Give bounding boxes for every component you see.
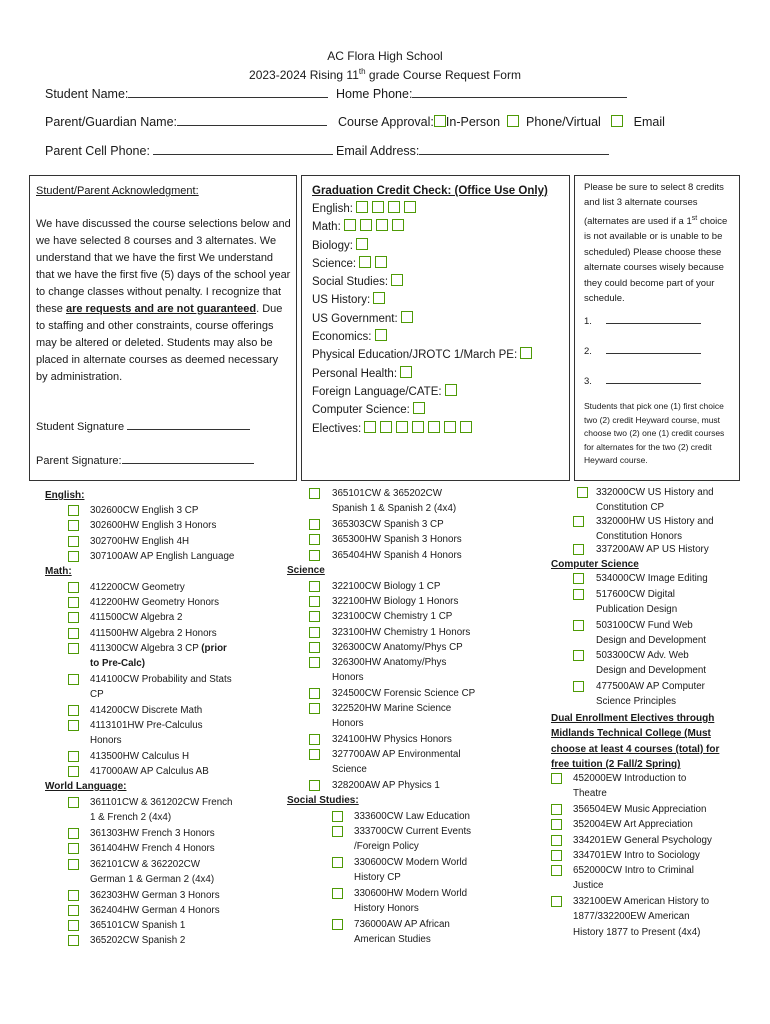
course-item[interactable]: 362404HW German 4 Honors [68,903,220,918]
course-item[interactable]: 332100EW American History to 1877/332200EW American History 1877 to Present (4x4) [551,894,709,940]
credit-checkbox[interactable] [401,311,413,323]
grad-credit-row [312,237,536,255]
course-item[interactable]: 503100CW Fund Web Design and Development [573,618,706,649]
social-studies-heading: Social Studies: [287,795,359,806]
grad-credit-row [312,401,536,419]
course-item[interactable]: 652000CW Intro to Criminal Justice [551,863,694,894]
grad-credit-row [312,273,536,291]
student-signature-field[interactable]: Student Signature [36,419,250,436]
credit-checkbox[interactable] [376,219,388,231]
course-item[interactable]: 334201EW General Psychology [551,833,712,848]
course-item[interactable]: 362303HW German 3 Honors [68,888,220,903]
grad-credit-row [312,346,536,364]
course-item[interactable]: 332000CW US History and Constitution CP [577,485,714,516]
course-item[interactable]: 361303HW French 3 Honors [68,826,215,841]
grad-credit-row [312,291,536,309]
student-name-field[interactable]: Student Name: [45,87,328,101]
grad-credit-label: Foreign Language/CATE: [312,385,442,398]
course-item[interactable]: 534000CW Image Editing [573,571,708,586]
approval-email-checkbox[interactable] [611,115,623,127]
course-item[interactable]: 365202CW Spanish 2 [68,933,185,948]
credit-checkbox[interactable] [396,421,408,433]
grad-credit-row [312,328,536,346]
grad-credit-row [312,255,536,273]
parent-signature-field[interactable]: Parent Signature: [36,453,254,470]
course-item[interactable]: 414100CW Probability and Stats CP [68,672,232,703]
credit-checkbox[interactable] [392,219,404,231]
email-field[interactable]: Email Address: [336,144,609,158]
course-item[interactable]: 307100AW AP English Language [68,549,234,564]
course-item[interactable]: 414200CW Discrete Math [68,703,202,718]
course-item[interactable]: 333600CW Law Education [332,809,470,824]
home-phone-field[interactable]: Home Phone: [336,87,627,101]
course-item[interactable]: 517600CW Digital Publication Design [573,587,677,618]
grad-credit-label: Math: [312,221,341,234]
science-heading: Science [287,565,325,576]
credit-checkbox[interactable] [364,421,376,433]
course-item[interactable]: 337200AW AP US History [573,542,709,557]
credit-checkbox[interactable] [375,256,387,268]
grad-credit-label: US History: [312,294,371,307]
grad-credit-label: English: [312,203,353,215]
grad-credit-label: Personal Health: [312,367,398,380]
heyward-note: Students that pick one (1) first choice two (2) credit Heyward course, must choose two (2) one (1) credit courses for alternates for the two (2) credit Heyward course. [584,401,725,466]
course-item[interactable]: 324500CW Forensic Science CP [309,686,475,701]
course-item[interactable]: 477500AW AP Computer Science Principles [573,679,705,710]
credit-checkbox[interactable] [388,201,400,213]
grad-credit-row [312,218,536,236]
course-item[interactable]: 332000HW US History and Constitution Honors [573,514,714,545]
alternate-3-field[interactable]: 3. [584,374,701,389]
credit-checkbox[interactable] [460,421,472,433]
credit-checkbox[interactable] [380,421,392,433]
credit-checkbox[interactable] [413,402,425,414]
grad-credit-label: Physical Education/JROTC 1/March PE: [312,349,518,362]
course-item[interactable]: 362101CW & 362202CW German 1 & German 2 (4x4) [68,857,214,888]
course-item[interactable]: 324100HW Physics Honors [309,732,452,747]
credit-checkbox[interactable] [359,256,371,268]
grad-credit-label: Biology: [312,239,353,252]
course-item[interactable]: 302700HW English 4H [68,534,189,549]
grad-credit-row [312,365,536,383]
course-approval-field: Course Approval: In-Person Phone/Virtual Email [338,115,665,129]
credit-checkbox[interactable] [372,201,384,213]
dual-enrollment-heading: Dual Enrollment Electives through Midlands Technical College (Must choose at least 4 courses (total) for free tuition (2 Fall/2 Spring) [551,713,720,771]
course-item[interactable]: 327700AW AP Environmental Science [309,747,461,778]
credit-checkbox[interactable] [520,347,532,359]
acknowledgment-text: We have discussed the course selections below and we have selected 8 courses and 3 alternates. We understand that we have the first We understand that we have the first five (5) days of the school year to change classes without penalty. I recognize that these are requests and are not guaranteed. Due to staffing and other constraints, course offerings may be altered or deleted. Students may also be placed in alternate courses as deemed necessary by administration. [36,218,291,383]
course-item[interactable]: 326300CW Anatomy/Phys CP [309,640,463,655]
credit-checkbox[interactable] [445,384,457,396]
course-item[interactable]: 365404HW Spanish 4 Honors [309,548,462,563]
grad-credit-rows [312,200,536,438]
course-item[interactable]: 330600HW Modern World History Honors [332,886,467,917]
grad-credit-label: Electives: [312,422,362,435]
alternates-box [574,175,740,481]
course-item[interactable]: 736000AW AP African American Studies [332,917,450,948]
course-item[interactable]: 411500CW Algebra 2 [68,610,182,625]
credit-checkbox[interactable] [356,201,368,213]
credit-checkbox[interactable] [375,329,387,341]
computer-science-heading: Computer Science [551,559,639,570]
acknowledgment-title: Student/Parent Acknowledgment: [36,185,199,197]
credit-checkbox[interactable] [428,421,440,433]
course-item[interactable]: 323100HW Chemistry 1 Honors [309,625,470,640]
world-language-heading: World Language: [45,781,127,792]
grad-credit-check-box [301,175,570,481]
grad-credit-label: Social Studies: [312,276,389,289]
grad-credit-title: Graduation Credit Check: (Office Use Only) [312,185,548,197]
credit-checkbox[interactable] [444,421,456,433]
course-item[interactable]: 322100HW Biology 1 Honors [309,594,458,609]
grad-credit-label: US Government: [312,312,398,325]
form-title: 2023-2024 Rising 11th grade Course Request Form [249,67,521,82]
course-item[interactable]: 452000EW Introduction to Theatre [551,771,686,802]
course-item[interactable]: 322100CW Biology 1 CP [309,579,440,594]
course-item[interactable]: 323100CW Chemistry 1 CP [309,609,452,624]
alternates-instructions: Please be sure to select 8 credits and list 3 alternate courses (alternates are used if a 1st choice is not available or is unable to be scheduled) Please choose these alternate courses wisely because they could become part of your schedule. [584,182,728,304]
course-item[interactable]: 417000AW AP Calculus AB [68,764,209,779]
course-item[interactable]: 302600CW English 3 CP [68,503,198,518]
credit-checkbox[interactable] [356,238,368,250]
acknowledgment-box [29,175,297,481]
course-item[interactable]: 302600HW English 3 Honors [68,518,216,533]
grad-credit-row [312,383,536,401]
course-item[interactable]: 334701EW Intro to Sociology [551,848,700,863]
course-item[interactable]: 356504EW Music Appreciation [551,802,706,817]
grad-credit-row [312,200,536,218]
credit-checkbox[interactable] [373,292,385,304]
school-name: AC Flora High School [327,49,443,63]
course-item[interactable]: 361404HW French 4 Honors [68,841,215,856]
course-item[interactable]: 352004EW Art Appreciation [551,817,693,832]
math-heading: Math: [45,566,72,577]
course-item[interactable]: 411300CW Algebra 3 CP (prior to Pre-Calc) [68,641,227,672]
alternate-2-field[interactable]: 2. [584,344,701,359]
course-item[interactable]: 365300HW Spanish 3 Honors [309,532,462,547]
course-item[interactable]: 4113101HW Pre-Calculus Honors [68,718,203,749]
credit-checkbox[interactable] [391,274,403,286]
course-item[interactable]: 365303CW Spanish 3 CP [309,517,444,532]
credit-checkbox[interactable] [360,219,372,231]
course-item[interactable]: 411500HW Algebra 2 Honors [68,626,217,641]
course-item[interactable]: 365101CW Spanish 1 [68,918,185,933]
credit-checkbox[interactable] [400,366,412,378]
grad-credit-label: Science: [312,257,357,270]
alternate-1-field[interactable]: 1. [584,314,701,329]
course-item[interactable]: 333700CW Current Events /Foreign Policy [332,824,471,855]
course-item[interactable]: 330600CW Modern World History CP [332,855,467,886]
grad-credit-label: Computer Science: [312,404,410,417]
grad-credit-row [312,420,536,438]
course-item[interactable]: 503300CW Adv. Web Design and Development [573,648,706,679]
course-item[interactable]: 326300HW Anatomy/Phys Honors [309,655,446,686]
course-item[interactable]: 412200CW Geometry [68,580,185,595]
credit-checkbox[interactable] [344,219,356,231]
approval-in-person-checkbox[interactable] [434,115,446,127]
grad-credit-label: Economics: [312,331,372,344]
credit-checkbox[interactable] [412,421,424,433]
english-heading: English: [45,490,85,501]
course-item[interactable]: 412200HW Geometry Honors [68,595,219,610]
course-item[interactable]: 328200AW AP Physics 1 [309,778,440,793]
credit-checkbox[interactable] [404,201,416,213]
guardian-name-field[interactable]: Parent/Guardian Name: [45,115,327,129]
course-item[interactable]: 361101CW & 361202CW French 1 & French 2 (4x4) [68,795,233,826]
parent-cell-field[interactable]: Parent Cell Phone: [45,144,333,158]
course-item[interactable]: 413500HW Calculus H [68,749,189,764]
course-item[interactable]: 365101CW & 365202CW Spanish 1 & Spanish 2 (4x4) [309,486,456,517]
grad-credit-row [312,310,536,328]
approval-phone-checkbox[interactable] [507,115,519,127]
course-item[interactable]: 322520HW Marine Science Honors [309,701,451,732]
